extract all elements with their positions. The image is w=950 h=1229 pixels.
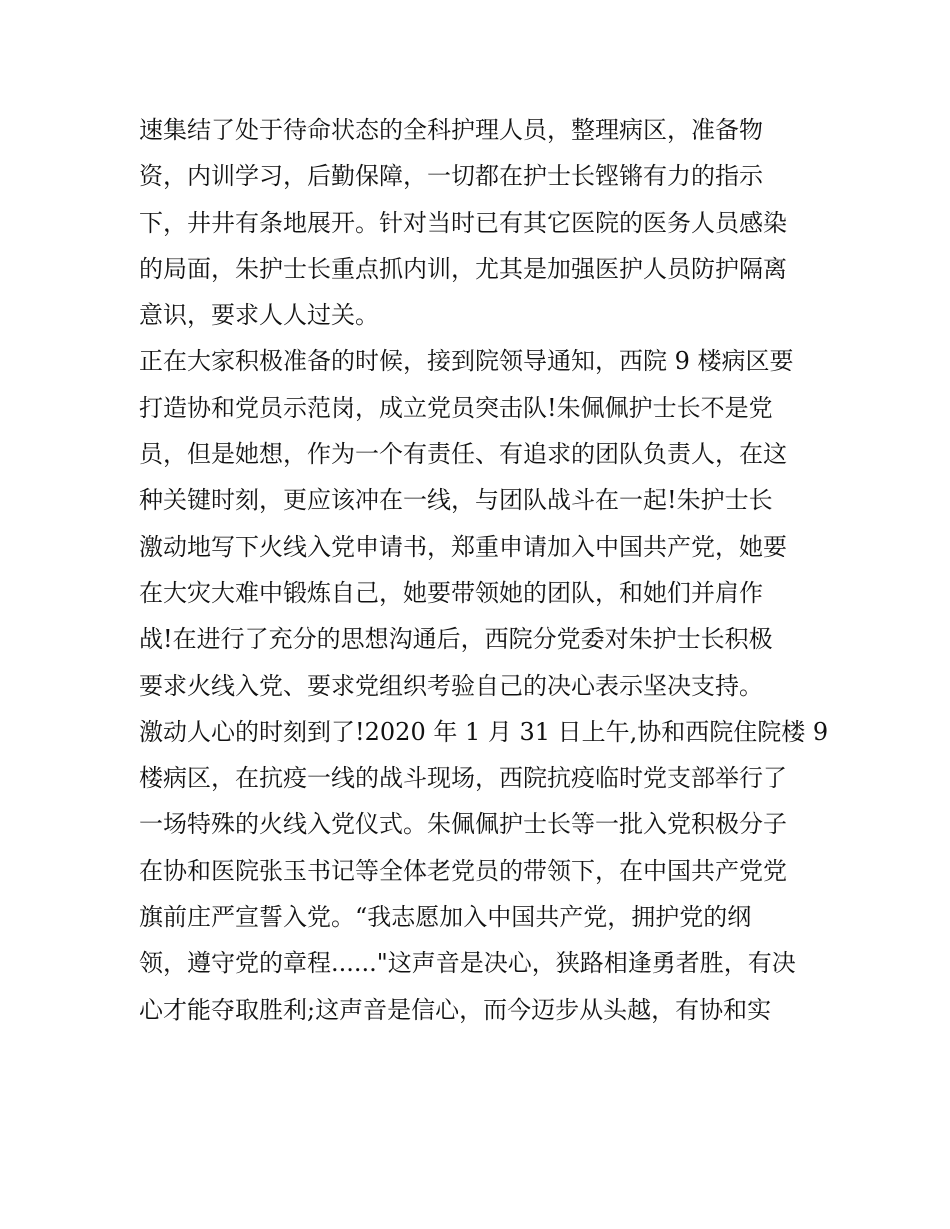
text-line: 要求火线入党、要求党组织考验自己的决心表示坚决支持。 (139, 671, 763, 700)
text-line: 在大灾大难中锻炼自己，她要带领她的团队，和她们并肩作 (139, 578, 763, 607)
text-line: 速集结了处于待命状态的全科护理人员，整理病区，准备物 (139, 116, 763, 144)
text-line: 激动地写下火线入党申请书，郑重申请加入中国共产党，她要 (139, 532, 787, 561)
text-line: 下，井井有条地展开。针对当时已有其它医院的医务人员感染 (139, 208, 787, 237)
text-line: 员，但是她想，作为一个有责任、有追求的团队负责人，在这 (139, 440, 787, 469)
text-line: 一场特殊的火线入党仪式。朱佩佩护士长等一批入党积极分子 (139, 810, 787, 839)
text-line: 种关键时刻，更应该冲在一线，与团队战斗在一起!朱护士长 (139, 486, 773, 515)
text-line: 的局面，朱护士长重点抓内训，尤其是加强医护人员防护隔离 (139, 254, 787, 283)
text-line: 旗前庄严宣誓入党。“我志愿加入中国共产党，拥护党的纲 (139, 903, 752, 932)
text-line: 楼病区，在抗疫一线的战斗现场，西院抗疫临时党支部举行了 (139, 764, 787, 793)
text-line: 打造协和党员示范岗，成立党员突击队!朱佩佩护士长不是党 (139, 393, 773, 422)
text-line: 意识，要求人人过关。 (139, 301, 379, 330)
text-line: 领，遵守党的章程......"这声音是决心，狭路相逢勇者胜，有决 (139, 949, 796, 978)
body-text (139, 107, 829, 1033)
text-line: 战!在进行了充分的思想沟通后，西院分党委对朱护士长积极 (139, 625, 773, 654)
text-line: 激动人心的时刻到了!2020 年 1 月 31 日上午,协和西院住院楼 9 (139, 717, 829, 746)
text-line: 在协和医院张玉书记等全体老党员的带领下，在中国共产党党 (139, 856, 787, 885)
text-line: 正在大家积极准备的时候，接到院领导通知，西院 9 楼病区要 (139, 347, 794, 376)
text-line: 心才能夺取胜利;这声音是信心，而今迈步从头越，有协和实 (139, 995, 772, 1024)
text-line: 资，内训学习，后勤保障，一切都在护士长铿锵有力的指示 (139, 162, 763, 191)
